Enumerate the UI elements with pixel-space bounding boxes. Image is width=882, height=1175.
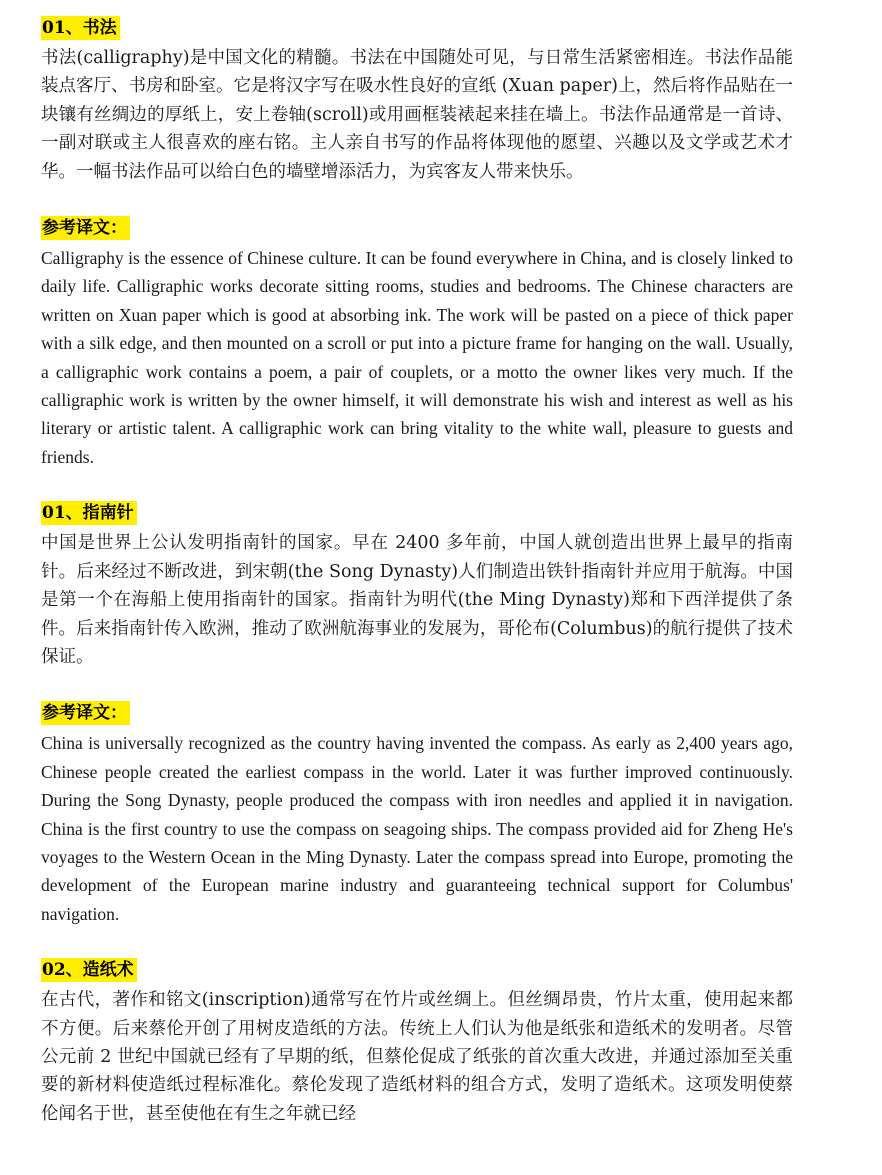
section-heading: 01、书法 — [41, 16, 120, 40]
section-calligraphy — [41, 16, 793, 186]
paragraph-english: Calligraphy is the essence of Chinese culture. It can be found everywhere in China, and is closely linked to daily life. Calligraphic works decorate sitting rooms, studies and bedrooms. The Chinese characters are written on Xuan paper which is good at absorbing ink. The work will be pasted on a piece of thick paper with a silk edge, and then mounted on a scroll or put into a picture frame for hanging on the wall. Usually, a calligraphic work contains a poem, a pair of couplets, or a motto the owner likes very much. If the calligraphic work is written by the owner himself, it will demonstrate his wish and interest as well as his literary or artistic talent. A calligraphic work can bring vitality to the white wall, pleasure to guests and friends. — [41, 248, 793, 467]
section-compass — [41, 501, 793, 671]
paragraph-chinese: 书法(calligraphy)是中国文化的精髓。书法在中国随处可见，与日常生活紧密相连。书法作品能装点客厅、书房和卧室。它是将汉字写在吸水性良好的宣纸 (Xuan paper)上，然后将作品贴在一块镶有丝绸边的厚纸上，安上卷轴(scroll)或用画框装裱起来挂在墙上。书法作品通常是一首诗、一副对联或主人很喜欢的座右铭。主人亲自书写的作品将体现他的愿望、兴趣以及文学或艺术才华。一幅书法作品可以给白色的墙壁增添活力，为宾客友人带来快乐。 — [41, 48, 793, 182]
section-heading: 参考译文： — [41, 701, 130, 725]
section-heading: 02、造纸术 — [41, 958, 137, 982]
paragraph-chinese: 中国是世界上公认发明指南针的国家。早在 2400 多年前，中国人就创造出世界上最早的指南针。后来经过不断改进，到宋朝(the Song Dynasty)人们制造出铁针指南针并应用于航海。中国是第一个在海船上使用指南针的国家。指南针为明代(the Ming Dynasty)郑和下西洋提供了条件。后来指南针传入欧洲，推动了欧洲航海事业的发展为，哥伦布(Columbus)的航行提供了技术保证。 — [41, 533, 793, 667]
paragraph-chinese: 在古代，著作和铭文(inscription)通常写在竹片或丝绸上。但丝绸昂贵，竹片太重，使用起来都不方便。后来蔡伦开创了用树皮造纸的方法。传统上人们认为他是纸张和造纸术的发明者。尽管公元前 2 世纪中国就已经有了早期的纸，但蔡伦促成了纸张的首次重大改进，并通过添加至关重要的新材料使造纸过程标准化。蔡伦发现了造纸材料的组合方式，发明了造纸术。这项发明使蔡伦闻名于世，甚至使他在有生之年就已经 — [41, 990, 793, 1124]
paragraph-english: China is universally recognized as the country having invented the compass. As early as 2,400 years ago, Chinese people created the earliest compass in the world. Later it was further improved continuously. During the Song Dynasty, people produced the compass with iron needles and applied it in navigation. China is the first country to use the compass on seagoing ships. The compass provided aid for Zheng He's voyages to the Western Ocean in the Ming Dynasty. Later the compass spread into Europe, promoting the development of the European marine industry and guaranteeing technical support for Columbus' navigation. — [41, 733, 793, 924]
section-papermaking — [41, 958, 793, 1128]
section-heading: 参考译文： — [41, 216, 130, 240]
section-heading: 01、指南针 — [41, 501, 137, 525]
section-compass-translation — [41, 701, 793, 928]
section-calligraphy-translation — [41, 216, 793, 471]
document-page — [41, 16, 793, 1128]
